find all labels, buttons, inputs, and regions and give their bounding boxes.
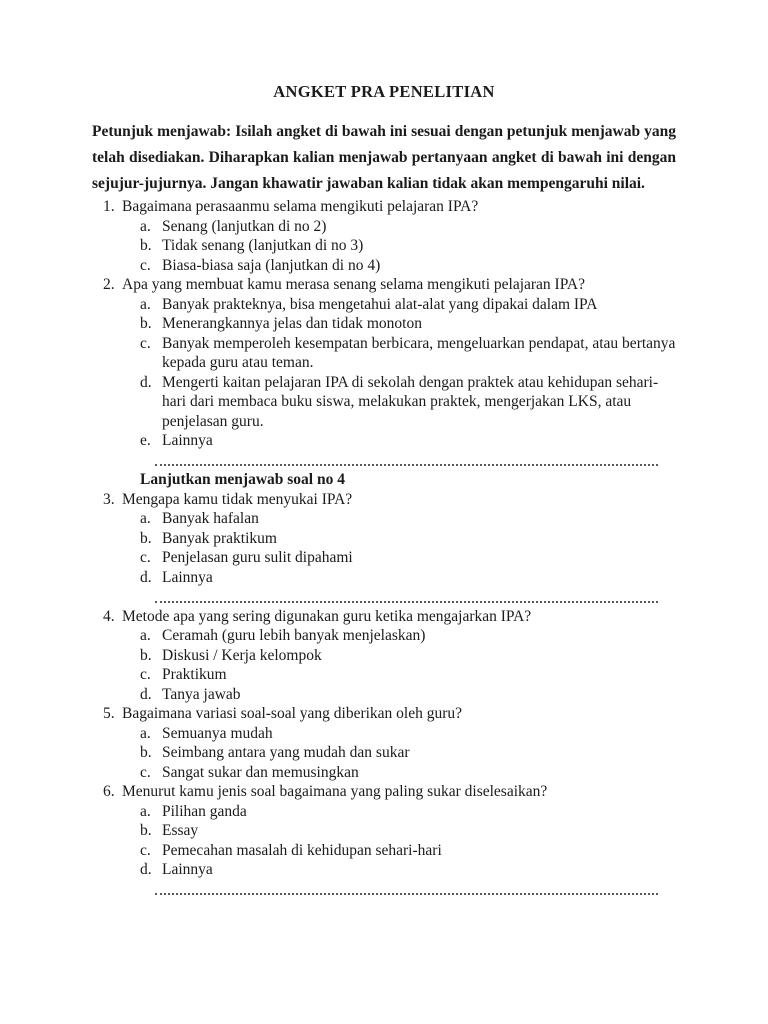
question-item-1 [103,197,676,217]
option-text: Semuanya mudah [162,724,273,742]
option-text: Mengerti kaitan pelajaran IPA di sekolah dengan praktek atau kehidupan sehari-hari dari membaca buku siswa, melakukan praktek, mengerjakan LKS, atau penjelasan guru. [162,373,659,430]
answer-blank-dotted-line [155,587,658,603]
option-letter: c. [140,334,151,352]
option-item [103,431,676,451]
option-item [103,821,676,841]
option-text: Sangat sukar dan memusingkan [162,763,359,781]
option-text: Pilihan ganda [162,802,247,820]
option-item [103,763,676,783]
option-item [103,314,676,334]
option-text: Menerangkannya jelas dan tidak monoton [162,315,422,332]
option-letter: c. [140,549,151,566]
option-item [103,646,676,666]
option-letter: b. [140,529,152,547]
option-text: Lainnya [162,432,213,449]
option-letter: b. [140,822,152,839]
instructions-paragraph: Petunjuk menjawab: Isilah angket di bawah ini sesuai dengan petunjuk menjawab yang telah disediakan. Diharapkan kalian menjawab pertanyaan angket di bawah ini dengan sejujur-jujurnya. Jangan khawatir jawaban kalian tidak akan mempengaruhi nilai. [92,123,676,192]
option-item [103,860,676,880]
question-item-4 [103,607,676,627]
option-item [103,724,676,744]
option-item [103,665,676,685]
option-text: Tanya jawab [162,685,241,703]
option-item [103,548,676,568]
option-item [103,295,676,315]
option-item [103,217,676,237]
question-number: 3. [103,490,115,508]
option-item [103,568,676,588]
option-letter: c. [140,256,151,274]
question-text: Bagaimana variasi soal-soal yang diberikan oleh guru? [122,705,463,722]
option-letter: a. [140,802,151,820]
question-item-6 [103,782,676,802]
option-letter: a. [140,295,151,313]
option-text: Praktikum [162,666,227,683]
option-letter: b. [140,315,152,332]
question-text: Metode apa yang sering digunakan guru ketika mengajarkan IPA? [122,607,532,625]
option-item [103,626,676,646]
question-text: Menurut kamu jenis soal bagaimana yang paling sukar diselesaikan? [122,783,548,800]
question-text: Apa yang membuat kamu merasa senang selama mengikuti pelajaran IPA? [122,276,585,293]
option-letter: d. [140,685,152,703]
option-letter: a. [140,217,151,235]
option-item [103,685,676,705]
option-item [103,529,676,549]
option-letter: e. [140,432,151,449]
option-letter: a. [140,724,151,742]
option-text: Senang (lanjutkan di no 2) [162,217,327,235]
question-number: 1. [103,198,115,215]
option-item [103,256,676,276]
option-text: Banyak prakteknya, bisa mengetahui alat-alat yang dipakai dalam IPA [162,295,598,313]
option-item [103,743,676,763]
question-list [103,197,676,895]
option-item [103,236,676,256]
option-letter: c. [140,666,151,683]
answer-blank-dotted-line [155,880,658,896]
option-text: Seimbang antara yang mudah dan sukar [162,744,410,761]
option-letter: a. [140,627,151,644]
option-text: Banyak memperoleh kesempatan berbicara, mengeluarkan pendapat, atau bertanya kepada guru atau teman. [162,334,676,371]
question-text: Bagaimana perasaanmu selama mengikuti pelajaran IPA? [122,198,479,215]
continue-note: Lanjutkan menjawab soal no 4 [140,471,345,488]
option-text: Biasa-biasa saja (lanjutkan di no 4) [162,256,381,274]
option-text: Lainnya [162,861,213,878]
option-text: Diskusi / Kerja kelompok [162,646,322,664]
option-text: Pemecahan masalah di kehidupan sehari-hari [162,841,442,859]
option-text: Ceramah (guru lebih banyak menjelaskan) [162,627,426,644]
option-text: Penjelasan guru sulit dipahami [162,549,353,566]
answer-blank-dotted-line [155,451,658,467]
option-letter: b. [140,646,152,664]
option-text: Banyak praktikum [162,529,277,547]
option-letter: b. [140,237,152,254]
option-letter: c. [140,841,151,859]
option-text: Lainnya [162,568,213,586]
question-item-5 [103,704,676,724]
option-text: Banyak hafalan [162,510,259,527]
question-item-2 [103,275,676,295]
question-number: 2. [103,276,115,293]
question-number: 5. [103,705,115,722]
option-letter: c. [140,763,151,781]
option-item [103,509,676,529]
question-number: 6. [103,783,115,800]
option-text: Essay [162,822,199,839]
question-number: 4. [103,607,115,625]
option-letter: d. [140,373,152,391]
document-title: ANGKET PRA PENELITIAN [273,82,495,101]
option-text: Tidak senang (lanjutkan di no 3) [162,237,364,254]
option-letter: d. [140,861,152,878]
option-item [103,841,676,861]
option-item [103,802,676,822]
option-letter: a. [140,510,151,527]
option-item [103,373,676,432]
option-item [103,334,676,373]
option-letter: d. [140,568,152,586]
question-text: Mengapa kamu tidak menyukai IPA? [122,490,353,508]
question-item-3 [103,490,676,510]
option-letter: b. [140,744,152,761]
